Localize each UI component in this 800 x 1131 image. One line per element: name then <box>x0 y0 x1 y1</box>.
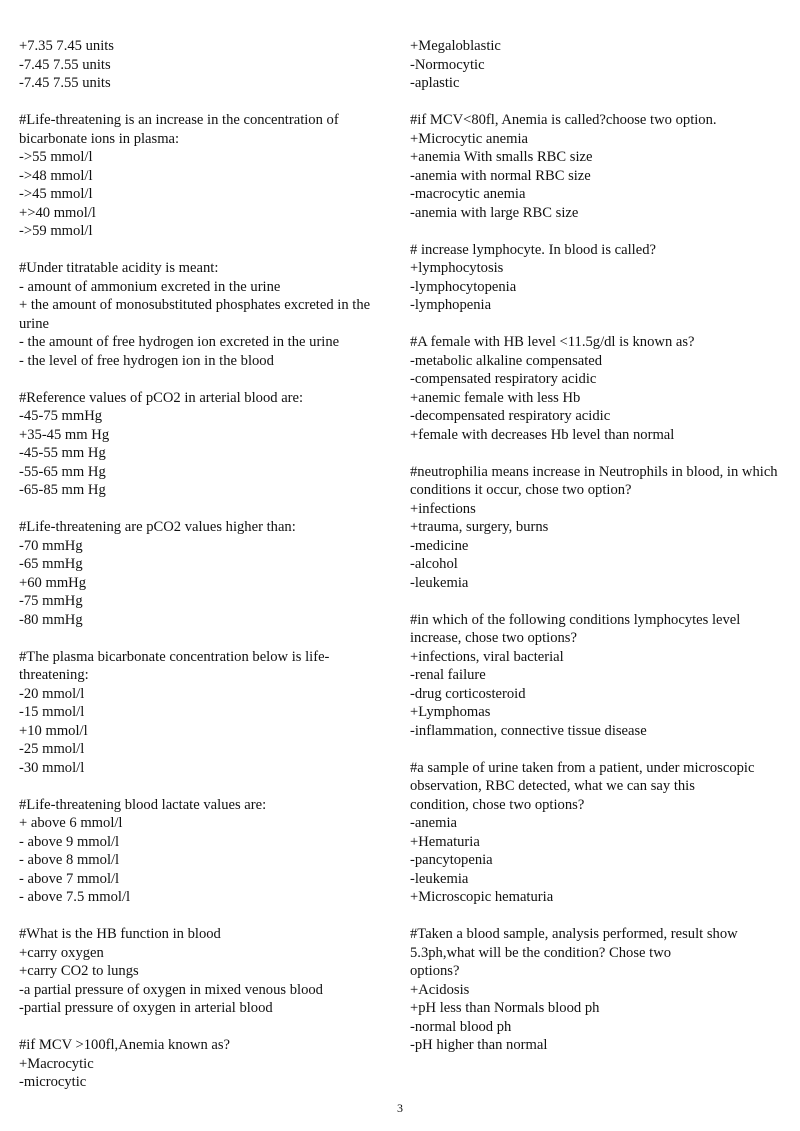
answer-option: -75 mmHg <box>19 593 83 609</box>
answer-option: -55-65 mm Hg <box>19 463 106 480</box>
question-block <box>19 259 391 370</box>
block-spacer <box>19 241 391 260</box>
answer-option: +60 mmHg <box>19 574 87 591</box>
question-block <box>19 1036 391 1092</box>
answer-option: -aplastic <box>410 75 460 91</box>
question-block <box>410 241 788 315</box>
answer-option: -medicine <box>410 537 469 554</box>
answer-option: +infections, viral bacterial <box>410 648 564 665</box>
question-text: #in which of the following conditions lymphocytes level increase, chose two options? <box>410 611 744 646</box>
answer-option: -inflammation, connective tissue disease <box>410 722 647 739</box>
answer-option: -partial pressure of oxygen in arterial blood <box>19 1000 273 1016</box>
answer-option: -65-85 mm Hg <box>19 482 106 498</box>
answer-option: -macrocytic anemia <box>410 186 526 202</box>
question-text: #What is the HB function in blood <box>19 926 221 942</box>
question-block <box>410 925 788 1055</box>
answer-option: - the level of free hydrogen ion in the blood <box>19 352 274 369</box>
block-spacer <box>410 907 788 926</box>
answer-option: - amount of ammonium excreted in the urine <box>19 278 281 295</box>
question-block <box>410 759 788 907</box>
question-text: #A female with HB level <11.5g/dl is known as? <box>410 334 695 350</box>
block-spacer <box>410 592 788 611</box>
answer-option: +lymphocytosis <box>410 260 504 276</box>
answer-option: - above 7 mmol/l <box>19 870 120 887</box>
question-block <box>19 389 391 500</box>
answer-option: -a partial pressure of oxygen in mixed venous blood <box>19 981 323 998</box>
answer-option: ->59 mmol/l <box>19 223 93 239</box>
answer-option: - above 8 mmol/l <box>19 852 120 868</box>
answer-option: -microcytic <box>19 1074 87 1090</box>
answer-option: -20 mmol/l <box>19 685 85 702</box>
answer-option: -decompensated respiratory acidic <box>410 408 611 424</box>
answer-option: +Macrocytic <box>19 1055 94 1072</box>
block-spacer <box>410 222 788 241</box>
answer-option: -45-75 mmHg <box>19 408 103 424</box>
answer-option: -7.45 7.55 units <box>19 75 111 91</box>
answer-option: +trauma, surgery, burns <box>410 519 549 535</box>
answer-option: -70 mmHg <box>19 537 83 554</box>
question-text: #The plasma bicarbonate concentration below is life-threatening: <box>19 648 330 683</box>
block-spacer <box>19 370 391 389</box>
answer-option: +Megaloblastic <box>410 38 501 54</box>
answer-option: -anemia with large RBC size <box>410 204 579 221</box>
question-block <box>19 925 391 1018</box>
block-spacer <box>19 93 391 112</box>
answer-option: +infections <box>410 500 476 517</box>
answer-option: -renal failure <box>410 667 486 683</box>
answer-option: -alcohol <box>410 556 458 572</box>
question-block <box>19 111 391 241</box>
answer-option: -normal blood ph <box>410 1018 512 1035</box>
question-block <box>410 463 788 593</box>
answer-option: ->48 mmol/l <box>19 167 93 184</box>
question-block <box>410 37 788 93</box>
answer-option: +carry oxygen <box>19 944 104 961</box>
question-block <box>410 111 788 222</box>
question-block <box>19 37 391 93</box>
answer-option: -pancytopenia <box>410 852 493 868</box>
answer-option: -anemia <box>410 815 457 831</box>
question-text: #if MCV<80fl, Anemia is called?choose two option. <box>410 112 717 128</box>
question-text: #Life-threatening are pCO2 values higher than: <box>19 519 296 535</box>
answer-option: +pH less than Normals blood ph <box>410 1000 600 1016</box>
answer-option: ->55 mmol/l <box>19 149 93 165</box>
answer-option: +Microcytic anemia <box>410 130 529 147</box>
block-spacer <box>410 444 788 463</box>
block-spacer <box>19 1018 391 1037</box>
block-spacer <box>410 93 788 112</box>
left-column <box>19 37 391 1092</box>
answer-option: -Normocytic <box>410 56 485 73</box>
page-number: 3 <box>397 1101 403 1115</box>
answer-option: -pH higher than normal <box>410 1037 548 1053</box>
right-column <box>410 37 788 1055</box>
question-text: # increase lymphocyte. In blood is called? <box>410 241 656 258</box>
question-text: #Life-threatening blood lactate values are: <box>19 796 267 813</box>
answer-option: +female with decreases Hb level than normal <box>410 426 675 443</box>
answer-option: +anemic female with less Hb <box>410 389 581 406</box>
question-text: #if MCV >100fl,Anemia known as? <box>19 1037 231 1053</box>
question-text: #Life-threatening is an increase in the concentration of bicarbonate ions in plasma: <box>19 112 343 147</box>
answer-option: +35-45 mm Hg <box>19 426 110 443</box>
question-block <box>19 796 391 907</box>
answer-option: -lymphopenia <box>410 297 492 313</box>
answer-option: +>40 mmol/l <box>19 204 96 221</box>
answer-option: options? <box>410 963 460 979</box>
answer-option: -compensated respiratory acidic <box>410 371 597 387</box>
answer-option: - above 7.5 mmol/l <box>19 889 131 905</box>
answer-option: +Microscopic hematuria <box>410 889 554 905</box>
answer-option: -7.45 7.55 units <box>19 56 111 73</box>
question-block <box>19 518 391 629</box>
block-spacer <box>19 500 391 519</box>
answer-option: +Hematuria <box>410 833 480 850</box>
question-text: #neutrophilia means increase in Neutrophils in blood, in which conditions it occur, chose two option? <box>410 463 782 498</box>
answer-option: -65 mmHg <box>19 556 83 572</box>
answer-option: +Lymphomas <box>410 704 491 720</box>
answer-option: -80 mmHg <box>19 611 83 628</box>
answer-option: +7.35 7.45 units <box>19 38 114 54</box>
question-block <box>410 611 788 741</box>
answer-option: ->45 mmol/l <box>19 186 93 202</box>
answer-option: -anemia with normal RBC size <box>410 167 591 184</box>
block-spacer <box>19 629 391 648</box>
answer-option: -metabolic alkaline compensated <box>410 352 603 369</box>
question-text: #Reference values of pCO2 in arterial blood are: <box>19 389 304 406</box>
answer-option: +Acidosis <box>410 981 470 998</box>
answer-option: -25 mmol/l <box>19 741 85 757</box>
question-block <box>19 648 391 778</box>
answer-option: +10 mmol/l <box>19 722 88 739</box>
block-spacer <box>410 740 788 759</box>
answer-option: condition, chose two options? <box>410 796 585 813</box>
answer-option: -lymphocytopenia <box>410 278 517 295</box>
answer-option: -leukemia <box>410 574 469 591</box>
answer-option: +anemia With smalls RBC size <box>410 149 593 165</box>
block-spacer <box>19 907 391 926</box>
question-block <box>410 333 788 444</box>
question-text: #Taken a blood sample, analysis performed, result show 5.3ph,what will be the condition? Chose two <box>410 926 742 961</box>
answer-option: + the amount of monosubstituted phosphates excreted in the urine <box>19 297 374 332</box>
answer-option: -drug corticosteroid <box>410 685 526 702</box>
answer-option: + above 6 mmol/l <box>19 815 123 831</box>
answer-option: -45-55 mm Hg <box>19 445 106 461</box>
question-text: #Under titratable acidity is meant: <box>19 260 219 276</box>
answer-option: - above 9 mmol/l <box>19 833 120 850</box>
answer-option: - the amount of free hydrogen ion excreted in the urine <box>19 334 340 350</box>
block-spacer <box>410 315 788 334</box>
answer-option: -leukemia <box>410 870 469 887</box>
answer-option: +carry CO2 to lungs <box>19 963 139 979</box>
question-text: #a sample of urine taken from a patient, under microscopic observation, RBC detected, what we can say this <box>410 759 759 794</box>
block-spacer <box>19 777 391 796</box>
answer-option: -15 mmol/l <box>19 704 85 720</box>
answer-option: -30 mmol/l <box>19 759 85 776</box>
